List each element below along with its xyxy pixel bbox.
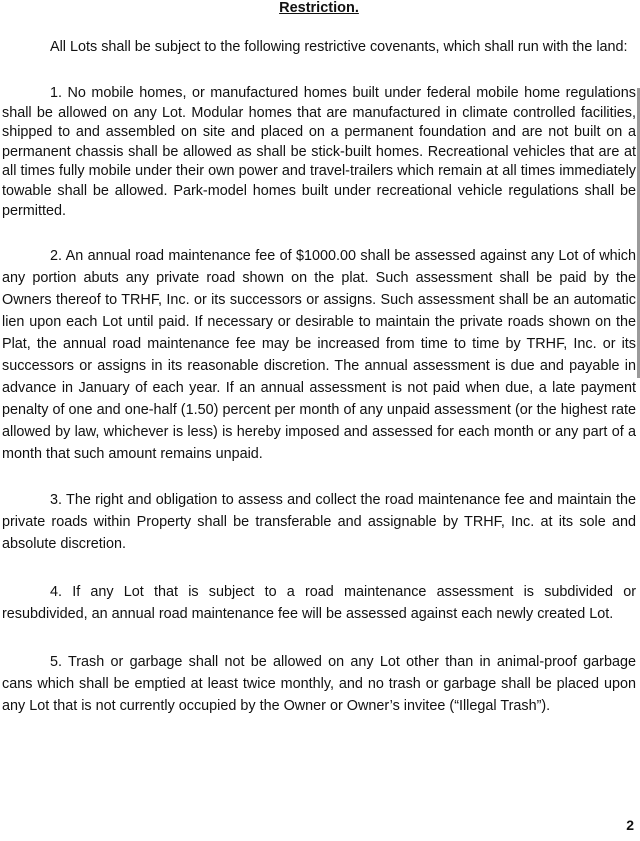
section-heading: Restriction. bbox=[279, 0, 359, 16]
covenant-paragraph-1: 1. No mobile homes, or manufactured homes built under federal mobile home regulations shall be allowed on any Lot. Modular homes that are manufactured in climate controlled facilities, shipped to and assembled on site and placed on a permanent foundation and are not built on a permanent chassis shall be allowed as shall be stick-built homes. Recreational vehicles that are at all times fully mobile under their own power and travel-trailers which remain at all times immediately towable shall be allowed. Park-model homes built under recreational vehicle regulations shall be permitted. bbox=[2, 85, 636, 219]
covenant-paragraph-3: 3. The right and obligation to assess and collect the road maintenance fee and maintain the private roads within Property shall be transferable and assignable by TRHF, Inc. at its sole and absolute discretion. bbox=[2, 492, 636, 553]
intro-paragraph: All Lots shall be subject to the following restrictive covenants, which shall run with the land: bbox=[50, 39, 628, 55]
covenant-paragraph-2: 2. An annual road maintenance fee of $1000.00 shall be assessed against any Lot of which any portion abuts any private road shown on the plat. Such assessment shall be paid by the Owners thereof to TRHF, Inc. or its successors or assigns. Such assessment shall be an automatic lien upon each Lot until paid. If necessary or desirable to maintain the private roads shown on the Plat, the annual road maintenance fee may be increased from time to time by TRHF, Inc. or its successors or assigns in its reasonable discretion. The annual assessment is due and payable in advance in January of each year. If an annual assessment is not paid when due, a late payment penalty of one and one-half (1.50) percent per month of any unpaid assessment (or the highest rate allowed by law, whichever is less) is hereby imposed and assessed for each month or any part of a month that such amount remains unpaid. bbox=[2, 248, 636, 463]
page-number: 2 bbox=[626, 817, 634, 833]
covenant-paragraph-4: 4. If any Lot that is subject to a road maintenance assessment is subdivided or resubdivided, an annual road maintenance fee will be assessed against each newly created Lot. bbox=[2, 584, 636, 623]
covenant-paragraph-5: 5. Trash or garbage shall not be allowed on any Lot other than in animal-proof garbage cans which shall be emptied at least twice monthly, and no trash or garbage shall be placed upon any Lot that is not currently occupied by the Owner or Owner’s invitee (“Illegal Trash”). bbox=[2, 654, 636, 715]
